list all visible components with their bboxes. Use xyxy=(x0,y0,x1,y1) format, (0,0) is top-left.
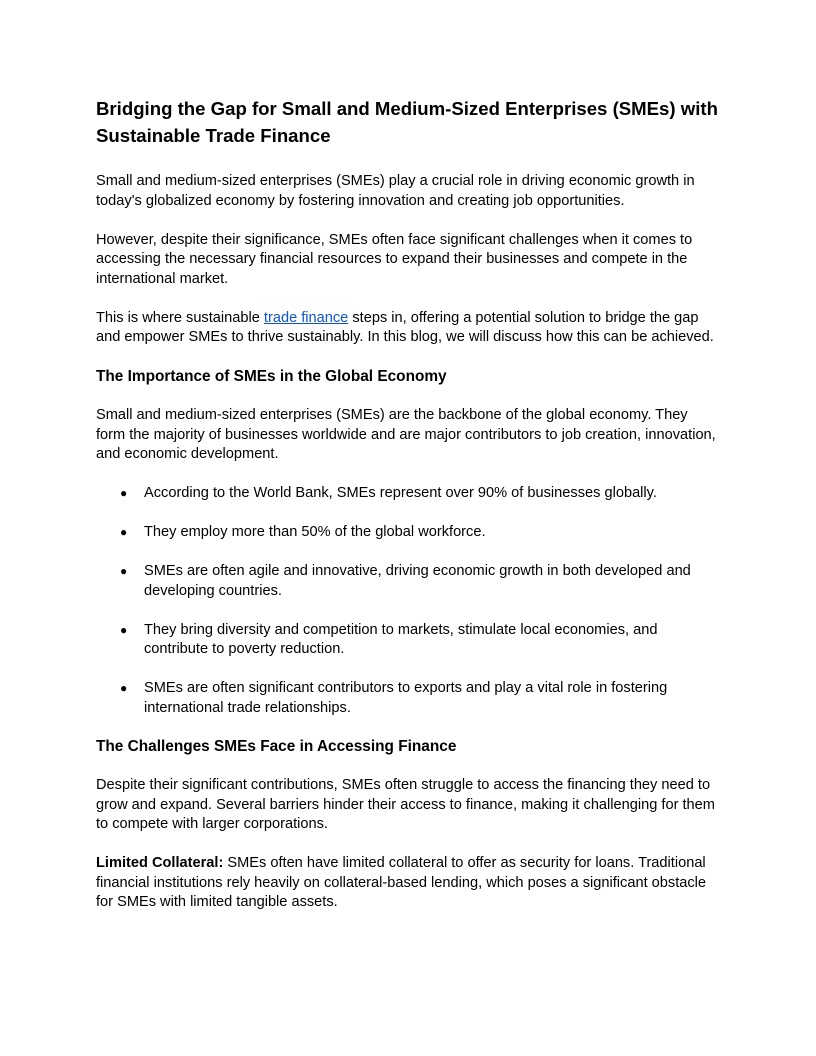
list-item xyxy=(96,679,720,718)
importance-bullet-list xyxy=(96,484,720,718)
section-heading-challenges: The Challenges SMEs Face in Accessing Finance xyxy=(96,738,457,755)
intro-paragraph-3-before: This is where sustainable xyxy=(96,309,264,326)
trade-finance-link[interactable]: trade finance xyxy=(263,309,349,326)
intro-paragraph-2: However, despite their significance, SMEs often face significant challenges when it comes to accessing the necessary financial resources to expand their businesses and compete in the international market. xyxy=(96,231,693,287)
challenges-paragraph: Despite their significant contributions, SMEs often struggle to access the financing they need to grow and expand. Several barriers hinder their access to finance, making it challenging for them to compete with larger corporations. xyxy=(96,777,715,832)
bullet-icon: ● xyxy=(120,681,128,695)
list-item-text: SMEs are often significant contributors to exports and play a vital role in fostering international trade relationships. xyxy=(144,680,668,716)
intro-paragraph-3 xyxy=(96,309,720,348)
intro-paragraph-3-after: steps in, offering a potential solution to bridge the gap and empower SMEs to thrive sustainably. In this blog, we will discuss how this can be achieved. xyxy=(96,309,714,345)
bullet-icon: ● xyxy=(120,486,128,500)
list-item-text: They employ more than 50% of the global workforce. xyxy=(144,524,486,540)
limited-collateral-text: SMEs often have limited collateral to offer as security for loans. Traditional financial institutions rely heavily on collateral-based lending, which poses a significant obstacle for SMEs with limited tangible assets. xyxy=(96,855,707,910)
list-item-text: SMEs are often agile and innovative, driving economic growth in both developed and developing countries. xyxy=(144,563,691,599)
limited-collateral-paragraph xyxy=(96,854,720,913)
limited-collateral-label: Limited Collateral: xyxy=(96,855,224,871)
importance-paragraph: Small and medium-sized enterprises (SMEs) are the backbone of the global economy. They form the majority of businesses worldwide and are major contributors to job creation, innovation, and economic development. xyxy=(96,407,716,462)
bullet-icon: ● xyxy=(120,525,128,539)
document-title: Bridging the Gap for Small and Medium-Sized Enterprises (SMEs) with Sustainable Trade Finance xyxy=(96,98,718,146)
list-item xyxy=(96,523,720,543)
bullet-icon: ● xyxy=(120,564,128,578)
list-item xyxy=(96,621,720,660)
intro-paragraph-1: Small and medium-sized enterprises (SMEs) play a crucial role in driving economic growth in today's globalized economy by fostering innovation and creating job opportunities. xyxy=(96,173,695,209)
list-item-text: According to the World Bank, SMEs represent over 90% of businesses globally. xyxy=(144,485,657,501)
list-item xyxy=(96,562,720,601)
list-item-text: They bring diversity and competition to markets, stimulate local economies, and contribute to poverty reduction. xyxy=(144,621,658,657)
section-heading-importance: The Importance of SMEs in the Global Economy xyxy=(96,368,447,385)
bullet-icon: ● xyxy=(120,622,128,637)
list-item xyxy=(96,484,720,504)
